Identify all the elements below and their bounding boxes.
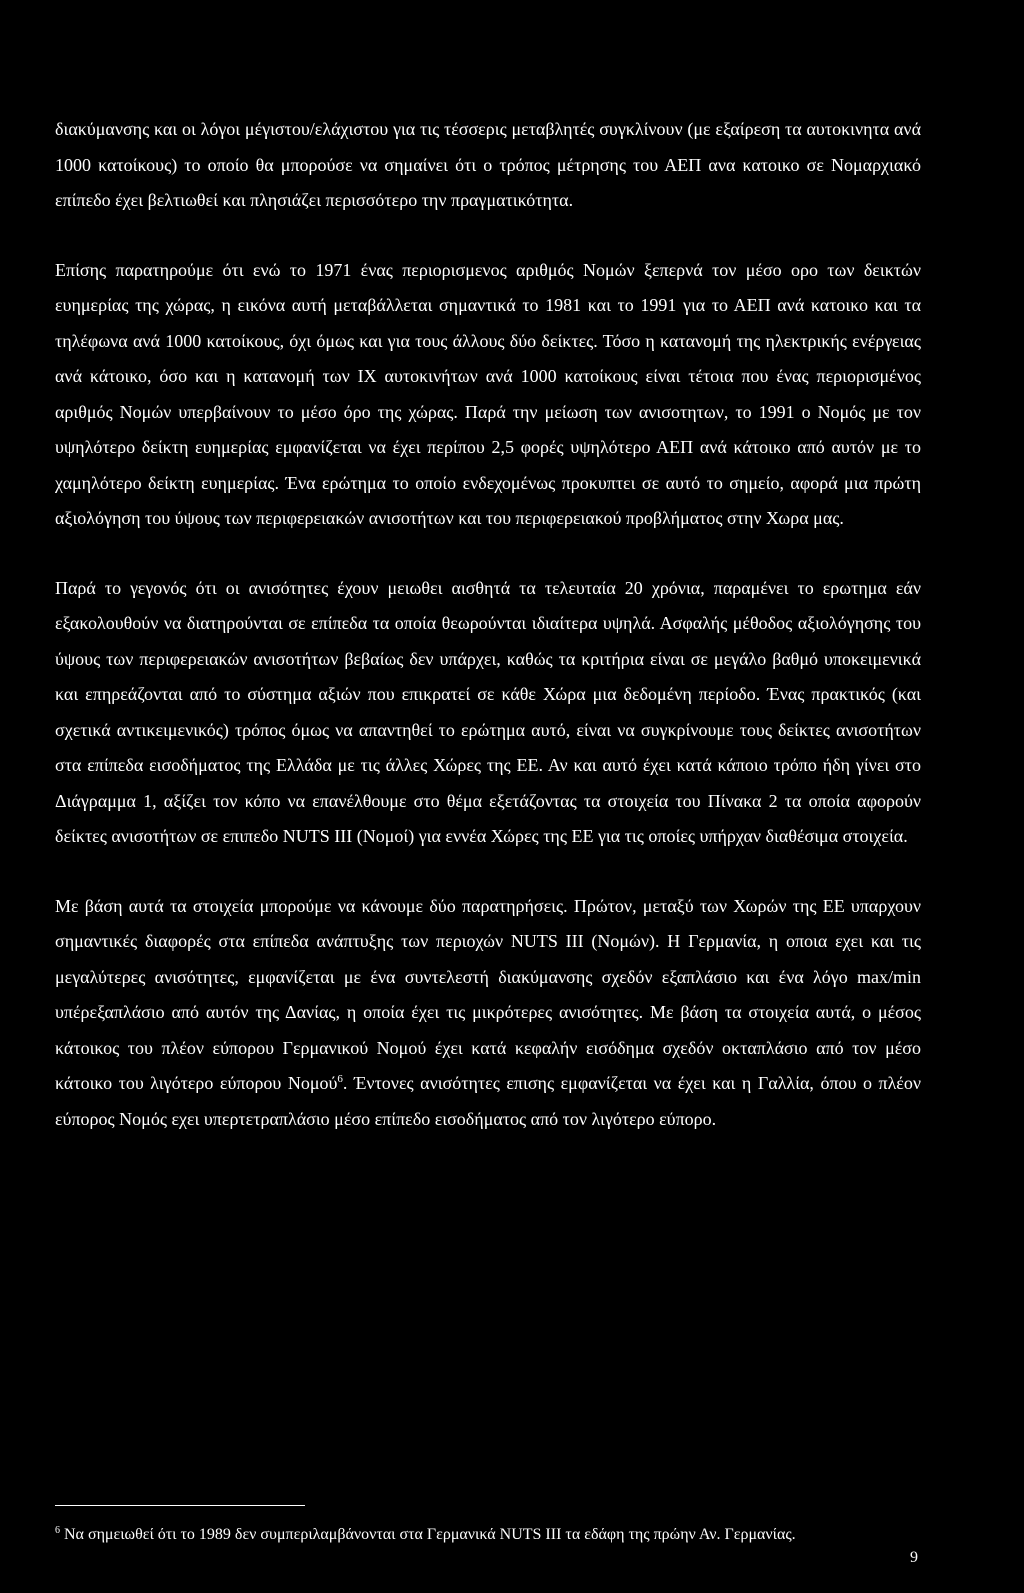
footnote-separator — [55, 1505, 305, 1506]
paragraph-2: Επίσης παρατηρούμε ότι ενώ το 1971 ένας περιορισμενος αριθμός Νομών ξεπερνά τον μέσο ορο των δεικτών ευημερίας της χώρας, η εικόνα αυτή μεταβάλλεται σημαντικά το 1981 και το 1991 για το ΑΕΠ ανά κατοικο και τα τηλέφωνα ανά 1000 κατοίκους, όχι όμως και για τους άλλους δύο δείκτες. Τόσο η κατανομή της ηλεκτρικής ενέργειας ανά κάτοικο, όσο και η κατανομή των ΙΧ αυτοκινήτων ανά 1000 κατοίκους είναι τέτοια που ένας περιορισμένος αριθμός Νομών υπερβαίνουν το μέσο όρο της χώρας. Παρά την μείωση των ανισοτητων, το 1991 ο Νομός με τον υψηλότερο δείκτη ευημερίας εμφανίζεται να έχει περίπου 2,5 φορές υψηλότερο ΑΕΠ ανά κάτοικο από αυτόν με το χαμηλότερο δείκτη ευημερίας. Ένα ερώτημα το οποίο ενδεχομένως προκυπτει σε αυτό το σημείο, αφορά μια πρώτη αξιολόγηση του ύψους των περιφερειακών ανισοτήτων και του περιφερειακού προβλήματος στην Χωρα μας. — [55, 259, 921, 528]
footnote-text: Να σημειωθεί ότι το 1989 δεν συμπεριλαμβάνονται στα Γερμανικά NUTS III τα εδάφη της πρώην Αν. Γερμανίας. — [64, 1526, 796, 1543]
document-body — [55, 112, 921, 1137]
paragraph-3: Παρά το γεγονός ότι οι ανισότητες έχουν μειωθει αισθητά τα τελευταία 20 χρόνια, παραμένει το ερωτημα εάν εξακολουθούν να διατηρούνται σε επίπεδα τα οποία θεωρούνται ιδιαίτερα υψηλά. Ασφαλής μέθοδος αξιολόγησης του ύψους των περιφερειακών ανισοτήτων βεβαίως δεν υπάρχει, καθώς τα κριτήρια είναι σε μεγάλο βαθμό υποκειμενικά και επηρεάζονται από το σύστημα αξιών που επικρατεί σε κάθε Χώρα μια δεδομένη περίοδο. Ένας πρακτικός (και σχετικά αντικειμενικός) τρόπος όμως να απαντηθεί το ερώτημα αυτό, είναι να συγκρίνουμε τους δείκτες ανισοτήτων στα επίπεδα εισοδήματος της Ελλάδα με τις άλλες Χώρες της ΕΕ. Αν και αυτό έχει κατά κάποιο τρόπο ήδη γίνει στο Διάγραμμα 1, αξίζει τον κόπο να επανέλθουμε στο θέμα εξετάζοντας τα στοιχεία του Πίνακα 2 τα οποία αφορούν δείκτες ανισοτήτων σε επιπεδο NUTS III (Νομοί) για εννέα Χώρες της ΕΕ για τις οποίες υπήρχαν διαθέσιμα στοιχεία. — [55, 577, 921, 846]
footnote-marker: 6 — [55, 1524, 60, 1536]
page-number: 9 — [910, 1549, 918, 1566]
footnote-reference: 6 — [337, 1073, 343, 1085]
paragraph-4-text-before: Με βάση αυτά τα στοιχεία μπορούμε να κάνουμε δύο παρατηρήσεις. Πρώτον, μεταξύ των Χωρών της ΕΕ υπαρχουν σημαντικές διαφορές στα επίπεδα ανάπτυξης των περιοχών NUTS III (Νομών). Η Γερμανία, η οποια εχει και τις μεγαλύτερες ανισότητες, εμφανίζεται με ένα συντελεστή διακύμανσης σχεδόν εξαπλάσιο και ένα λόγο max/min υπέρεξαπλάσιο από αυτόν της Δανίας, η οποία έχει τις μικρότερες ανισότητες. Με βάση τα στοιχεία αυτά, ο μέσος κάτοικος του πλέον εύπορου Γερμανικού Νομού έχει κατά κεφαλήν εισόδημα σχεδόν οκταπλάσιο από τον μέσο κάτοικο του λιγότερο εύπορου Νομού — [55, 895, 921, 1093]
footnote — [55, 1524, 921, 1546]
paragraph-4-text-after: . Έντονες ανισότητες επισης εμφανίζεται να έχει και η Γαλλία, όπου ο πλέον εύπορος Νομός εχει υπερτετραπλάσιο μέσο επίπεδο εισοδήματος από τον λιγότερο εύπορο. — [55, 1073, 921, 1129]
paragraph-4 — [55, 889, 921, 1138]
paragraph-1: διακύμανσης και οι λόγοι μέγιστου/ελάχιστου για τις τέσσερις μεταβλητές συγκλίνουν (με εξαίρεση τα αυτοκινητα ανά 1000 κατοίκους) το οποίο θα μπορούσε να σημαίνει ότι ο τρόπος μέτρησης του ΑΕΠ ανα κατοικο σε Νομαρχιακό επίπεδο έχει βελτιωθεί και πλησιάζει περισσότερο την πραγματικότητα. — [55, 119, 921, 210]
